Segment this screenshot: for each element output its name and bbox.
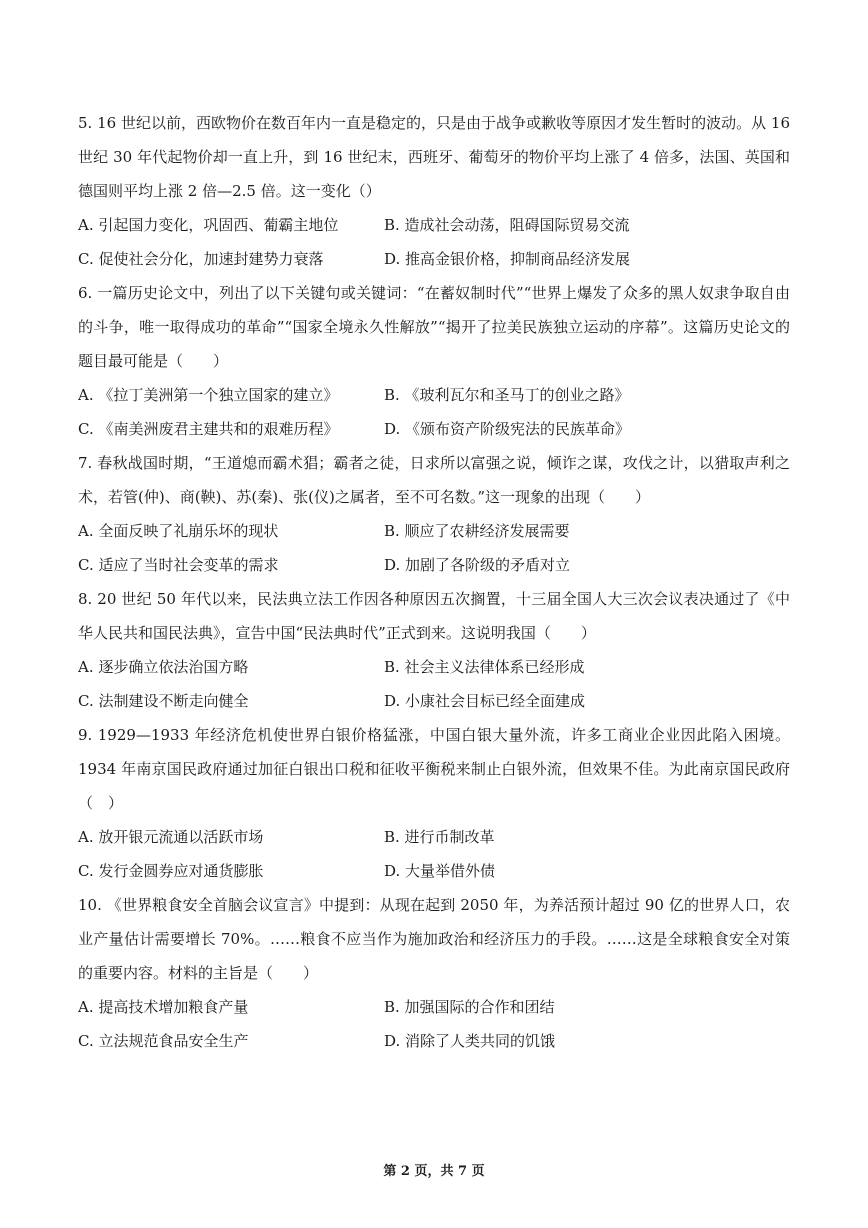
option-a: A. 《拉丁美洲第一个独立国家的建立》 [78,386,339,404]
question-5 [78,106,790,276]
option-b: B. 造成社会动荡，阻碍国际贸易交流 [384,216,630,234]
option-c: C. 法制建设不断走向健全 [78,692,249,710]
option-b: B. 顺应了农耕经济发展需要 [384,522,570,540]
option-c: C. 促使社会分化，加速封建势力衰落 [78,250,324,268]
question-10 [78,888,790,1058]
question-stem: 10. 《世界粮食安全首脑会议宣言》中提到：从现在起到 2050 年，为养活预计超过 90 亿的世界人口，农业产量估计需要增长 70%。……粮食不应当作为施加政治和经济压力的手段。……这是全球粮食安全对策的重要内容。材料的主旨是（ ） [78,896,790,982]
question-list [78,106,790,1058]
question-9 [78,718,790,888]
options [78,208,790,276]
option-b: B. 进行币制改革 [384,828,495,846]
question-stem: 7. 春秋战国时期，“王道熄而霸术猖；霸者之徒，日求所以富强之说，倾诈之谋，攻伐之计，以猎取声利之术，若管(仲)、商(鞅)、苏(秦)、张(仪)之属者，至不可名数。”这一现象的出现（ ） [78,454,790,506]
option-c: C. 发行金圆券应对通货膨胀 [78,862,264,880]
options [78,990,790,1058]
option-d: D. 推高金银价格，抑制商品经济发展 [384,250,631,268]
question-stem: 5. 16 世纪以前，西欧物价在数百年内一直是稳定的，只是由于战争或歉收等原因才发生暂时的波动。从 16 世纪 30 年代起物价却一直上升，到 16 世纪末，西班牙、葡萄牙的物价平均上涨了 4 倍多，法国、英国和德国则平均上涨 2 倍—2.5 倍。这一变化（） [78,114,790,200]
page-footer: 第 2 页，共 7 页 [383,1164,485,1179]
option-c: C. 《南美洲废君主建共和的艰难历程》 [78,420,339,438]
question-stem: 6. 一篇历史论文中，列出了以下关键句或关键词：“在蓄奴制时代”“世界上爆发了众多的黑人奴隶争取自由的斗争，唯一取得成功的革命”“国家全境永久性解放”“揭开了拉美民族独立运动的序幕”。这篇历史论文的题目最可能是（ ） [78,284,790,370]
options [78,650,790,718]
option-d: D. 小康社会目标已经全面建成 [384,692,586,710]
option-d: D. 加剧了各阶级的矛盾对立 [384,556,571,574]
question-6 [78,276,790,446]
options [78,820,790,888]
option-b: B. 《玻利瓦尔和圣马丁的创业之路》 [384,386,630,404]
option-a: A. 引起国力变化，巩固西、葡霸主地位 [78,216,339,234]
option-d: D. 《颁布资产阶级宪法的民族革命》 [384,420,631,438]
option-c: C. 适应了当时社会变革的需求 [78,556,279,574]
option-c: C. 立法规范食品安全生产 [78,1032,249,1050]
question-7 [78,446,790,582]
question-stem: 8. 20 世纪 50 年代以来，民法典立法工作因各种原因五次搁置，十三届全国人大三次会议表决通过了《中华人民共和国民法典》，宣告中国“民法典时代”正式到来。这说明我国（ ） [78,590,790,642]
options [78,514,790,582]
option-a: A. 放开银元流通以活跃市场 [78,828,264,846]
option-a: A. 提高技术增加粮食产量 [78,998,249,1016]
option-b: B. 社会主义法律体系已经形成 [384,658,585,676]
option-d: D. 消除了人类共同的饥饿 [384,1032,556,1050]
question-8 [78,582,790,718]
option-b: B. 加强国际的合作和团结 [384,998,555,1016]
options [78,378,790,446]
question-stem: 9. 1929—1933 年经济危机使世界白银价格猛涨，中国白银大量外流，许多工商业企业因此陷入困境。1934 年南京国民政府通过加征白银出口税和征收平衡税来制止白银外流，但效果不佳。为此南京国民政府（ ） [78,726,790,812]
option-a: A. 逐步确立依法治国方略 [78,658,249,676]
option-d: D. 大量举借外债 [384,862,496,880]
option-a: A. 全面反映了礼崩乐坏的现状 [78,522,279,540]
